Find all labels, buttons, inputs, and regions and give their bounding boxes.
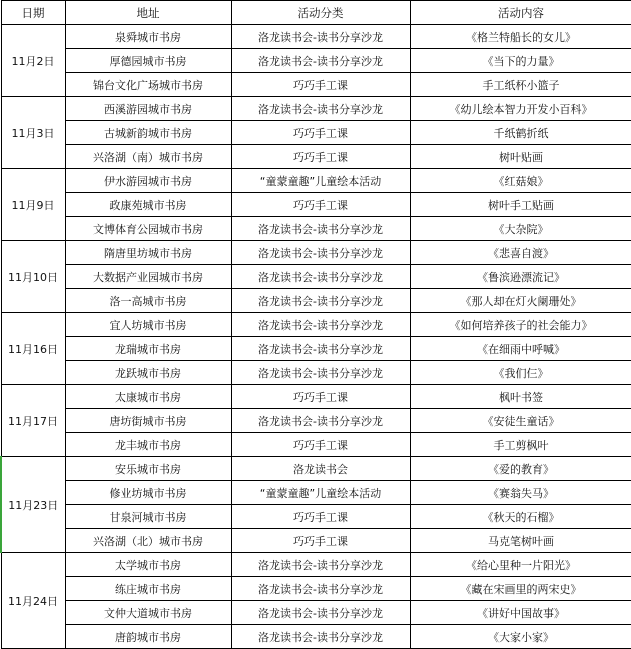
category-cell: 巧巧手工课	[231, 385, 410, 409]
table-row	[1, 25, 631, 49]
address-cell: 甘泉河城市书房	[65, 505, 231, 529]
content-cell: 《讲好中国故事》	[410, 601, 631, 625]
table-row	[1, 577, 631, 601]
address-cell: 兴洛湖（北）城市书房	[65, 529, 231, 553]
address-cell: 龙瑞城市书房	[65, 337, 231, 361]
category-cell: 巧巧手工课	[231, 121, 410, 145]
category-cell: 洛龙读书会-读书分享沙龙	[231, 337, 410, 361]
category-cell: 洛龙读书会	[231, 457, 410, 481]
content-cell: 《藏在宋画里的两宋史》	[410, 577, 631, 601]
content-cell: 《格兰特船长的女儿》	[410, 25, 631, 49]
date-cell: 11月9日	[1, 169, 65, 241]
category-cell: 巧巧手工课	[231, 193, 410, 217]
header-date: 日期	[1, 1, 65, 25]
header-address: 地址	[65, 1, 231, 25]
date-cell: 11月17日	[1, 385, 65, 457]
date-cell: 11月2日	[1, 25, 65, 97]
content-cell: 《我们仨》	[410, 361, 631, 385]
table-row	[1, 73, 631, 97]
date-cell: 11月24日	[1, 553, 65, 649]
content-cell: 枫叶书签	[410, 385, 631, 409]
table-row	[1, 457, 631, 481]
address-cell: 宜人坊城市书房	[65, 313, 231, 337]
content-cell: 《悲喜自渡》	[410, 241, 631, 265]
category-cell: 洛龙读书会-读书分享沙龙	[231, 289, 410, 313]
address-cell: 唐坊街城市书房	[65, 409, 231, 433]
table-row	[1, 145, 631, 169]
content-cell: 千纸鹤折纸	[410, 121, 631, 145]
content-cell: 手工纸杯小篮子	[410, 73, 631, 97]
table-body	[1, 25, 631, 649]
category-cell: 洛龙读书会-读书分享沙龙	[231, 313, 410, 337]
header-category: 活动分类	[231, 1, 410, 25]
category-cell: 巧巧手工课	[231, 73, 410, 97]
address-cell: 伊水游园城市书房	[65, 169, 231, 193]
category-cell: 洛龙读书会-读书分享沙龙	[231, 601, 410, 625]
content-cell: 《幼儿绘本智力开发小百科》	[410, 97, 631, 121]
table-row	[1, 529, 631, 553]
address-cell: 文仲大道城市书房	[65, 601, 231, 625]
content-cell: 《红菇娘》	[410, 169, 631, 193]
category-cell: 洛龙读书会-读书分享沙龙	[231, 553, 410, 577]
content-cell: 《当下的力量》	[410, 49, 631, 73]
table-row	[1, 433, 631, 457]
table-row	[1, 169, 631, 193]
table-row	[1, 265, 631, 289]
address-cell: 政康苑城市书房	[65, 193, 231, 217]
category-cell: 巧巧手工课	[231, 433, 410, 457]
content-cell: 《如何培养孩子的社会能力》	[410, 313, 631, 337]
table-row	[1, 49, 631, 73]
content-cell: 《大家小家》	[410, 625, 631, 649]
content-cell: 树叶手工贴画	[410, 193, 631, 217]
content-cell: 《大杂院》	[410, 217, 631, 241]
category-cell: 洛龙读书会-读书分享沙龙	[231, 577, 410, 601]
table-row	[1, 385, 631, 409]
content-cell: 《鲁滨逊漂流记》	[410, 265, 631, 289]
content-cell: 《安徒生童话》	[410, 409, 631, 433]
category-cell: 洛龙读书会-读书分享沙龙	[231, 25, 410, 49]
category-cell: 巧巧手工课	[231, 145, 410, 169]
header-content: 活动内容	[410, 1, 631, 25]
table-header-row	[1, 1, 631, 25]
category-cell: “童蒙童趣”儿童绘本活动	[231, 481, 410, 505]
content-cell: 《秋天的石榴》	[410, 505, 631, 529]
address-cell: 太康城市书房	[65, 385, 231, 409]
date-cell: 11月16日	[1, 313, 65, 385]
table-row	[1, 193, 631, 217]
address-cell: 泉舜城市书房	[65, 25, 231, 49]
category-cell: 洛龙读书会-读书分享沙龙	[231, 265, 410, 289]
content-cell: 《爱的教育》	[410, 457, 631, 481]
table-row	[1, 289, 631, 313]
category-cell: 洛龙读书会-读书分享沙龙	[231, 241, 410, 265]
date-cell: 11月23日	[1, 457, 65, 553]
table-row	[1, 553, 631, 577]
table-row	[1, 121, 631, 145]
address-cell: 文博体育公园城市书房	[65, 217, 231, 241]
content-cell: 《赛翁失马》	[410, 481, 631, 505]
content-cell: 《那人却在灯火阑珊处》	[410, 289, 631, 313]
address-cell: 隋唐里坊城市书房	[65, 241, 231, 265]
category-cell: 巧巧手工课	[231, 529, 410, 553]
address-cell: 太学城市书房	[65, 553, 231, 577]
date-cell: 11月3日	[1, 97, 65, 169]
address-cell: 大数据产业园城市书房	[65, 265, 231, 289]
address-cell: 洛一高城市书房	[65, 289, 231, 313]
table-row	[1, 313, 631, 337]
table-row	[1, 217, 631, 241]
category-cell: 洛龙读书会-读书分享沙龙	[231, 625, 410, 649]
table-row	[1, 241, 631, 265]
content-cell: 树叶贴画	[410, 145, 631, 169]
address-cell: 厚德园城市书房	[65, 49, 231, 73]
address-cell: 练庄城市书房	[65, 577, 231, 601]
address-cell: 古城新韵城市书房	[65, 121, 231, 145]
table-row	[1, 625, 631, 649]
date-cell: 11月10日	[1, 241, 65, 313]
address-cell: 唐韵城市书房	[65, 625, 231, 649]
content-cell: 马克笔树叶画	[410, 529, 631, 553]
content-cell: 《给心里种一片阳光》	[410, 553, 631, 577]
category-cell: 洛龙读书会-读书分享沙龙	[231, 361, 410, 385]
category-cell: “童蒙童趣”儿童绘本活动	[231, 169, 410, 193]
table-row	[1, 601, 631, 625]
content-cell: 《在细雨中呼喊》	[410, 337, 631, 361]
table-row	[1, 97, 631, 121]
category-cell: 洛龙读书会-读书分享沙龙	[231, 217, 410, 241]
address-cell: 龙丰城市书房	[65, 433, 231, 457]
category-cell: 洛龙读书会-读书分享沙龙	[231, 97, 410, 121]
address-cell: 西溪游园城市书房	[65, 97, 231, 121]
table-row	[1, 505, 631, 529]
table-row	[1, 337, 631, 361]
address-cell: 锦台文化广场城市书房	[65, 73, 231, 97]
table-row	[1, 409, 631, 433]
category-cell: 洛龙读书会-读书分享沙龙	[231, 49, 410, 73]
category-cell: 巧巧手工课	[231, 505, 410, 529]
table-row	[1, 361, 631, 385]
content-cell: 手工剪枫叶	[410, 433, 631, 457]
address-cell: 安乐城市书房	[65, 457, 231, 481]
address-cell: 龙跃城市书房	[65, 361, 231, 385]
address-cell: 兴洛湖（南）城市书房	[65, 145, 231, 169]
table-row	[1, 481, 631, 505]
address-cell: 修业坊城市书房	[65, 481, 231, 505]
category-cell: 洛龙读书会-读书分享沙龙	[231, 409, 410, 433]
